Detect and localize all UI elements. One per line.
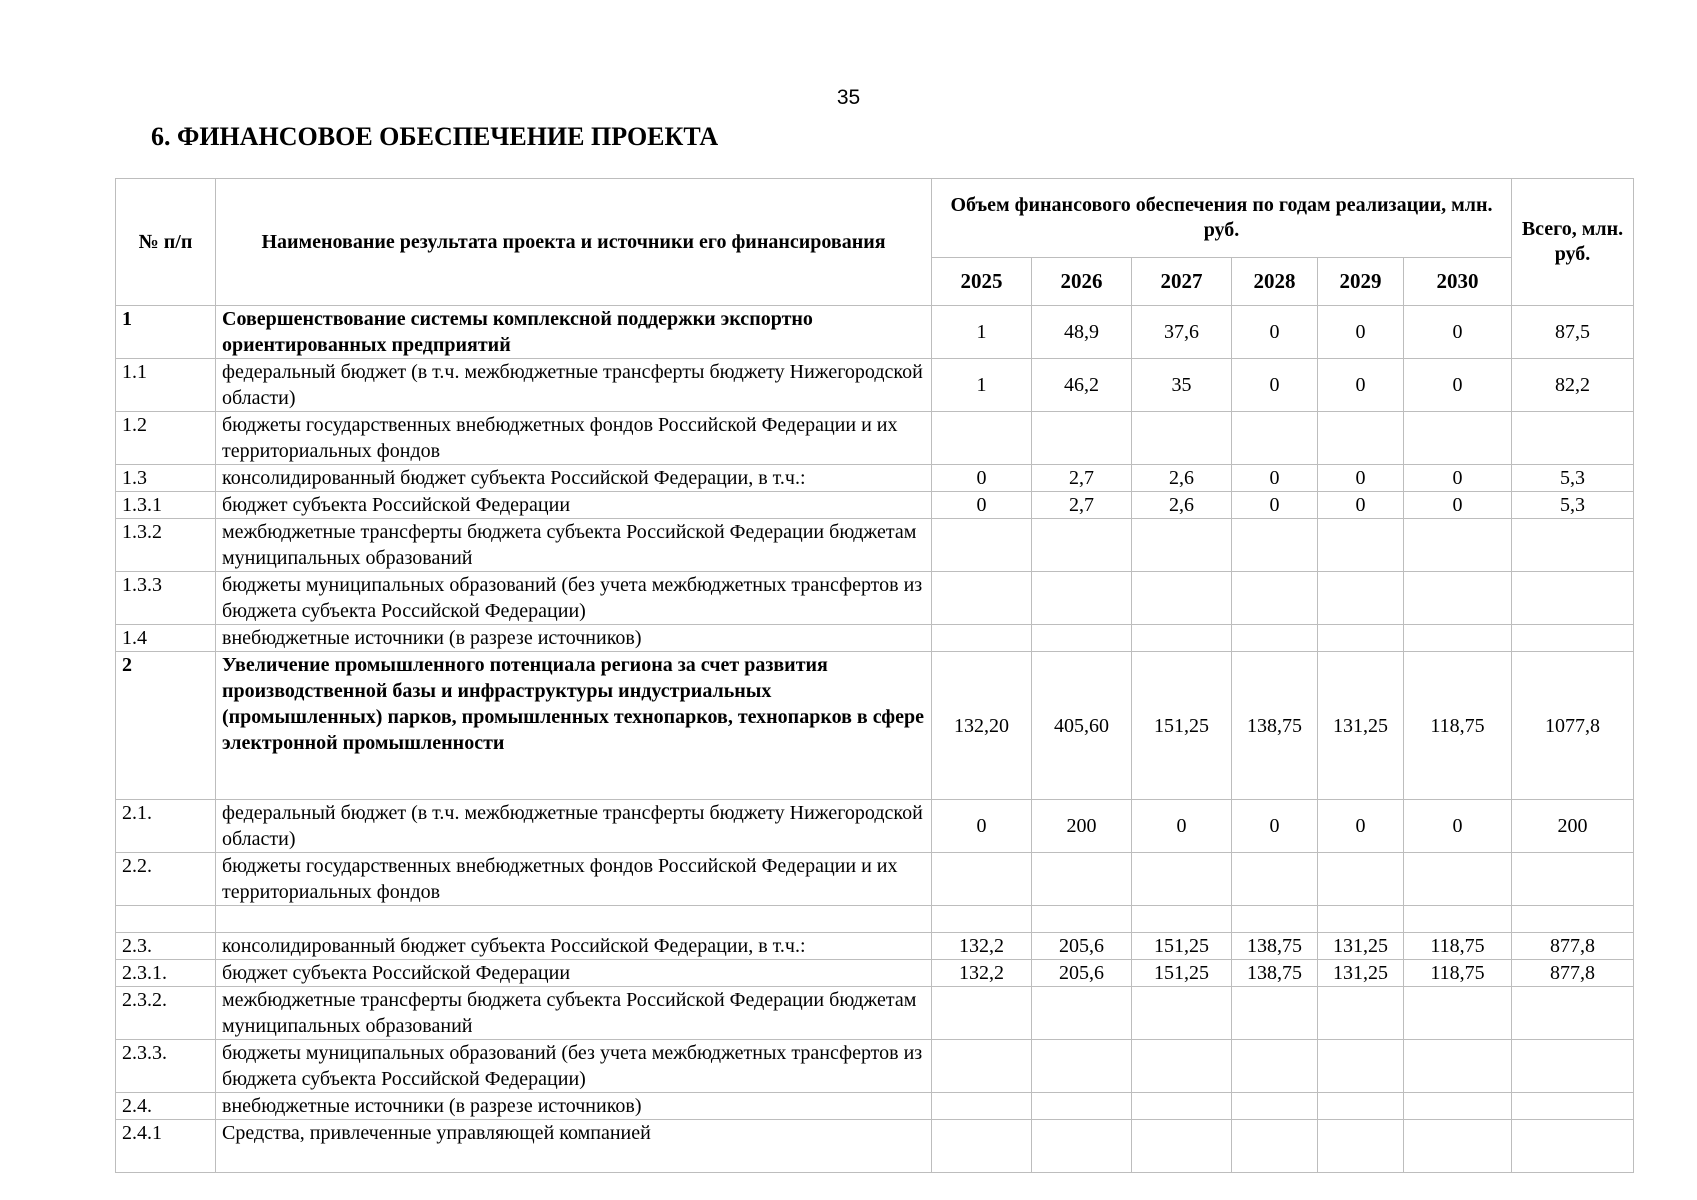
year-value-2026	[1032, 625, 1132, 652]
year-value-2030	[1404, 1040, 1512, 1093]
row-total	[1512, 853, 1634, 906]
year-value-2027	[1132, 1093, 1232, 1120]
row-total: 87,5	[1512, 306, 1634, 359]
row-name: бюджеты муниципальных образований (без учета межбюджетных трансфертов из бюджета субъекта Российской Федерации)	[216, 572, 932, 625]
row-name: бюджет субъекта Российской Федерации	[216, 960, 932, 987]
row-name: межбюджетные трансферты бюджета субъекта Российской Федерации бюджетам муниципальных образований	[216, 519, 932, 572]
table-row	[116, 933, 1634, 960]
year-value-2025	[932, 625, 1032, 652]
row-number: 1.4	[116, 625, 216, 652]
year-value-2028	[1232, 1120, 1318, 1173]
row-number: 2.3.2.	[116, 987, 216, 1040]
year-value-2029	[1318, 853, 1404, 906]
year-value-2026: 200	[1032, 800, 1132, 853]
row-name: бюджеты муниципальных образований (без учета межбюджетных трансфертов из бюджета субъекта Российской Федерации)	[216, 1040, 932, 1093]
financing-table	[115, 178, 1634, 1173]
header-total: Всего, млн. руб.	[1512, 179, 1634, 306]
year-value-2026: 2,7	[1032, 465, 1132, 492]
year-value-2030	[1404, 1120, 1512, 1173]
year-value-2030: 0	[1404, 492, 1512, 519]
year-value-2025	[932, 412, 1032, 465]
page-number: 35	[836, 86, 861, 109]
year-value-2026: 46,2	[1032, 359, 1132, 412]
year-value-2028: 0	[1232, 800, 1318, 853]
table-row	[116, 906, 1634, 933]
year-value-2027: 2,6	[1132, 465, 1232, 492]
year-value-2026	[1032, 1040, 1132, 1093]
row-number: 2	[116, 652, 216, 800]
table-row	[116, 1093, 1634, 1120]
year-value-2027: 37,6	[1132, 306, 1232, 359]
table-row	[116, 572, 1634, 625]
year-value-2025: 132,2	[932, 933, 1032, 960]
year-value-2028	[1232, 572, 1318, 625]
year-value-2026	[1032, 906, 1132, 933]
year-value-2029	[1318, 625, 1404, 652]
year-value-2025	[932, 1093, 1032, 1120]
row-total: 5,3	[1512, 465, 1634, 492]
year-value-2025: 0	[932, 800, 1032, 853]
row-number: 1	[116, 306, 216, 359]
year-value-2027: 151,25	[1132, 933, 1232, 960]
year-value-2027	[1132, 412, 1232, 465]
year-value-2028: 0	[1232, 492, 1318, 519]
year-value-2029: 0	[1318, 492, 1404, 519]
row-total: 200	[1512, 800, 1634, 853]
year-value-2027	[1132, 906, 1232, 933]
year-value-2025: 1	[932, 359, 1032, 412]
year-value-2025	[932, 853, 1032, 906]
row-number: 1.3.3	[116, 572, 216, 625]
year-value-2026: 205,6	[1032, 933, 1132, 960]
row-number: 2.4.	[116, 1093, 216, 1120]
year-value-2028	[1232, 519, 1318, 572]
year-value-2028: 138,75	[1232, 652, 1318, 800]
row-number: 1.1	[116, 359, 216, 412]
year-value-2025	[932, 906, 1032, 933]
year-value-2029: 131,25	[1318, 960, 1404, 987]
row-total: 5,3	[1512, 492, 1634, 519]
header-year: 2030	[1404, 258, 1512, 306]
year-value-2027	[1132, 987, 1232, 1040]
row-number: 1.3	[116, 465, 216, 492]
year-value-2027	[1132, 853, 1232, 906]
year-value-2027	[1132, 1120, 1232, 1173]
year-value-2029: 0	[1318, 465, 1404, 492]
row-total	[1512, 1093, 1634, 1120]
row-name: Совершенствование системы комплексной поддержки экспортно ориентированных предприятий	[216, 306, 932, 359]
year-value-2028	[1232, 853, 1318, 906]
year-value-2029	[1318, 1040, 1404, 1093]
year-value-2030: 0	[1404, 800, 1512, 853]
year-value-2025: 132,2	[932, 960, 1032, 987]
row-name: консолидированный бюджет субъекта Российской Федерации, в т.ч.:	[216, 465, 932, 492]
year-value-2028: 0	[1232, 306, 1318, 359]
year-value-2029: 131,25	[1318, 652, 1404, 800]
year-value-2025: 0	[932, 465, 1032, 492]
row-total	[1512, 519, 1634, 572]
year-value-2030: 118,75	[1404, 933, 1512, 960]
year-value-2028: 138,75	[1232, 933, 1318, 960]
year-value-2027	[1132, 519, 1232, 572]
section-title: 6. ФИНАНСОВОЕ ОБЕСПЕЧЕНИЕ ПРОЕКТА	[151, 122, 719, 151]
row-total	[1512, 625, 1634, 652]
year-value-2026	[1032, 853, 1132, 906]
header-year: 2028	[1232, 258, 1318, 306]
year-value-2029	[1318, 519, 1404, 572]
year-value-2026: 205,6	[1032, 960, 1132, 987]
row-number: 1.2	[116, 412, 216, 465]
header-year: 2027	[1132, 258, 1232, 306]
row-number: 2.1.	[116, 800, 216, 853]
table-row	[116, 306, 1634, 359]
year-value-2026	[1032, 1093, 1132, 1120]
year-value-2029: 0	[1318, 306, 1404, 359]
year-value-2029	[1318, 906, 1404, 933]
year-value-2028	[1232, 987, 1318, 1040]
table-row	[116, 800, 1634, 853]
year-value-2030	[1404, 1093, 1512, 1120]
row-total: 1077,8	[1512, 652, 1634, 800]
row-number	[116, 906, 216, 933]
header-name: Наименование результата проекта и источники его финансирования	[216, 179, 932, 306]
header-year: 2026	[1032, 258, 1132, 306]
year-value-2030	[1404, 625, 1512, 652]
year-value-2025	[932, 519, 1032, 572]
year-value-2028: 0	[1232, 359, 1318, 412]
table-row	[116, 519, 1634, 572]
year-value-2029: 131,25	[1318, 933, 1404, 960]
year-value-2029	[1318, 412, 1404, 465]
row-number: 1.3.2	[116, 519, 216, 572]
row-total	[1512, 987, 1634, 1040]
table-row	[116, 987, 1634, 1040]
year-value-2029	[1318, 572, 1404, 625]
year-value-2025: 0	[932, 492, 1032, 519]
year-value-2030: 0	[1404, 359, 1512, 412]
year-value-2030	[1404, 906, 1512, 933]
year-value-2030	[1404, 519, 1512, 572]
row-total	[1512, 906, 1634, 933]
row-total: 877,8	[1512, 933, 1634, 960]
row-number: 2.4.1	[116, 1120, 216, 1173]
row-name: консолидированный бюджет субъекта Российской Федерации, в т.ч.:	[216, 933, 932, 960]
year-value-2028	[1232, 906, 1318, 933]
year-value-2026	[1032, 1120, 1132, 1173]
year-value-2027: 151,25	[1132, 652, 1232, 800]
year-value-2030: 118,75	[1404, 960, 1512, 987]
row-name: бюджеты государственных внебюджетных фондов Российской Федерации и их территориальных фондов	[216, 853, 932, 906]
year-value-2026: 405,60	[1032, 652, 1132, 800]
year-value-2025	[932, 572, 1032, 625]
row-number: 2.2.	[116, 853, 216, 906]
row-total: 82,2	[1512, 359, 1634, 412]
year-value-2030	[1404, 853, 1512, 906]
year-value-2029	[1318, 1120, 1404, 1173]
year-value-2025	[932, 987, 1032, 1040]
year-value-2028	[1232, 1040, 1318, 1093]
table-row	[116, 1040, 1634, 1093]
row-number: 2.3.	[116, 933, 216, 960]
year-value-2030	[1404, 987, 1512, 1040]
year-value-2027	[1132, 625, 1232, 652]
row-number: 2.3.3.	[116, 1040, 216, 1093]
table-body	[116, 306, 1634, 1173]
header-num: № п/п	[116, 179, 216, 306]
year-value-2027: 35	[1132, 359, 1232, 412]
row-name: бюджеты государственных внебюджетных фондов Российской Федерации и их территориальных фондов	[216, 412, 932, 465]
row-total: 877,8	[1512, 960, 1634, 987]
year-value-2027: 151,25	[1132, 960, 1232, 987]
year-value-2028	[1232, 412, 1318, 465]
row-total	[1512, 412, 1634, 465]
table-row	[116, 412, 1634, 465]
year-value-2025: 1	[932, 306, 1032, 359]
year-value-2026: 48,9	[1032, 306, 1132, 359]
year-value-2026	[1032, 572, 1132, 625]
year-value-2030: 0	[1404, 306, 1512, 359]
year-value-2026	[1032, 519, 1132, 572]
year-value-2030	[1404, 412, 1512, 465]
table-row	[116, 1120, 1634, 1173]
year-value-2029	[1318, 1093, 1404, 1120]
row-name: межбюджетные трансферты бюджета субъекта Российской Федерации бюджетам муниципальных образований	[216, 987, 932, 1040]
year-value-2025	[932, 1120, 1032, 1173]
row-total	[1512, 1120, 1634, 1173]
header-year: 2025	[932, 258, 1032, 306]
year-value-2025: 132,20	[932, 652, 1032, 800]
year-value-2026: 2,7	[1032, 492, 1132, 519]
row-number: 1.3.1	[116, 492, 216, 519]
row-name: бюджет субъекта Российской Федерации	[216, 492, 932, 519]
year-value-2027: 0	[1132, 800, 1232, 853]
row-name: внебюджетные источники (в разрезе источников)	[216, 1093, 932, 1120]
table-row	[116, 359, 1634, 412]
row-name: Средства, привлеченные управляющей компанией	[216, 1120, 932, 1173]
header-year: 2029	[1318, 258, 1404, 306]
year-value-2029	[1318, 987, 1404, 1040]
year-value-2028	[1232, 1093, 1318, 1120]
table-row	[116, 492, 1634, 519]
row-name: федеральный бюджет (в т.ч. межбюджетные трансферты бюджету Нижегородской области)	[216, 359, 932, 412]
year-value-2030: 0	[1404, 465, 1512, 492]
table-row	[116, 960, 1634, 987]
row-total	[1512, 572, 1634, 625]
row-name: федеральный бюджет (в т.ч. межбюджетные трансферты бюджету Нижегородской области)	[216, 800, 932, 853]
row-number: 2.3.1.	[116, 960, 216, 987]
year-value-2029: 0	[1318, 359, 1404, 412]
row-name: Увеличение промышленного потенциала региона за счет развития производственной базы и инфраструктуры индустриальных (промышленных) парков, промышленных технопарков, технопарков в сфере электронной промышленности	[216, 652, 932, 800]
year-value-2030: 118,75	[1404, 652, 1512, 800]
year-value-2028: 0	[1232, 465, 1318, 492]
year-value-2027: 2,6	[1132, 492, 1232, 519]
year-value-2026	[1032, 412, 1132, 465]
year-value-2027	[1132, 572, 1232, 625]
table-row	[116, 652, 1634, 800]
row-total	[1512, 1040, 1634, 1093]
row-name	[216, 906, 932, 933]
year-value-2029: 0	[1318, 800, 1404, 853]
header-volume: Объем финансового обеспечения по годам реализации, млн. руб.	[932, 179, 1512, 258]
table-row	[116, 625, 1634, 652]
year-value-2027	[1132, 1040, 1232, 1093]
year-value-2025	[932, 1040, 1032, 1093]
year-value-2026	[1032, 987, 1132, 1040]
year-value-2028	[1232, 625, 1318, 652]
row-name: внебюджетные источники (в разрезе источников)	[216, 625, 932, 652]
table-row	[116, 465, 1634, 492]
table-row	[116, 853, 1634, 906]
year-value-2028: 138,75	[1232, 960, 1318, 987]
year-value-2030	[1404, 572, 1512, 625]
